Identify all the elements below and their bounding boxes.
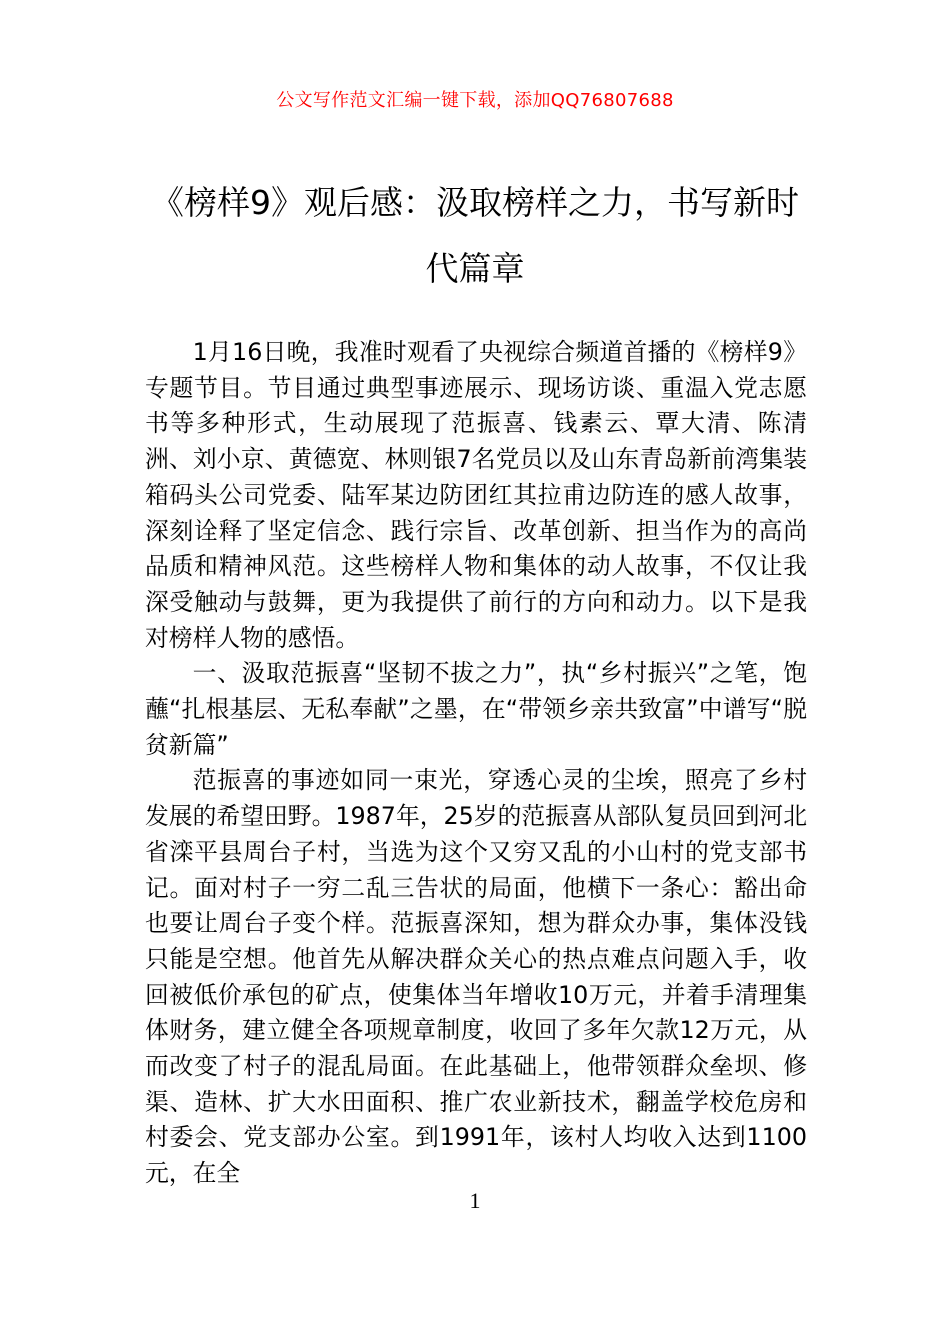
- page-number: 1: [469, 1188, 481, 1213]
- paragraph-section-1: 范振喜的事迹如同一束光，穿透心灵的尘埃，照亮了乡村发展的希望田野。1987年，25岁的范振喜从部队复员回到河北省滦平县周台子村，当选为这个又穷又乱的小山村的党支部书记。面对村子一穷二乱三告状的局面，他横下一条心：豁出命也要让周台子变个样。范振喜深知，想为群众办事，集体没钱只能是空想。他首先从解决群众关心的热点难点问题入手，收回被低价承包的矿点，使集体当年增收10万元，并着手清理集体财务，建立健全各项规章制度，收回了多年欠款12万元，从而改变了村子的混乱局面。在此基础上，他带领群众垒坝、修渠、造林、扩大水田面积、推广农业新技术，翻盖学校危房和村委会、党支部办公室。到1991年，该村人均收入达到1100元，在全: [145, 766, 807, 1188]
- paragraph-intro: 1月16日晚，我准时观看了央视综合频道首播的《榜样9》专题节目。节目通过典型事迹展示、现场访谈、重温入党志愿书等多种形式，生动展现了范振喜、钱素云、覃大清、陈清洲、刘小京、黄德宽、林则银7名党员以及山东青岛新前湾集装箱码头公司党委、陆军某边防团红其拉甫边防连的感人故事，深刻诠释了坚定信念、践行宗旨、改革创新、担当作为的高尚品质和精神风范。这些榜样人物和集体的动人故事，不仅让我深受触动与鼓舞，更为我提供了前行的方向和动力。以下是我对榜样人物的感悟。: [145, 338, 807, 652]
- document-title: 《榜样9》观后感：汲取榜样之力，书写新时代篇章: [151, 183, 799, 288]
- section-heading-1: 一、汲取范振喜“坚韧不拔之力”，执“乡村振兴”之笔，饱蘸“扎根基层、无私奉献”之墨，在“带领乡亲共致富”中谱写“脱贫新篇”: [145, 659, 807, 759]
- download-promo-note: 公文写作范文汇编一键下载，添加QQ76807688: [276, 90, 674, 111]
- document-body: [145, 335, 807, 1192]
